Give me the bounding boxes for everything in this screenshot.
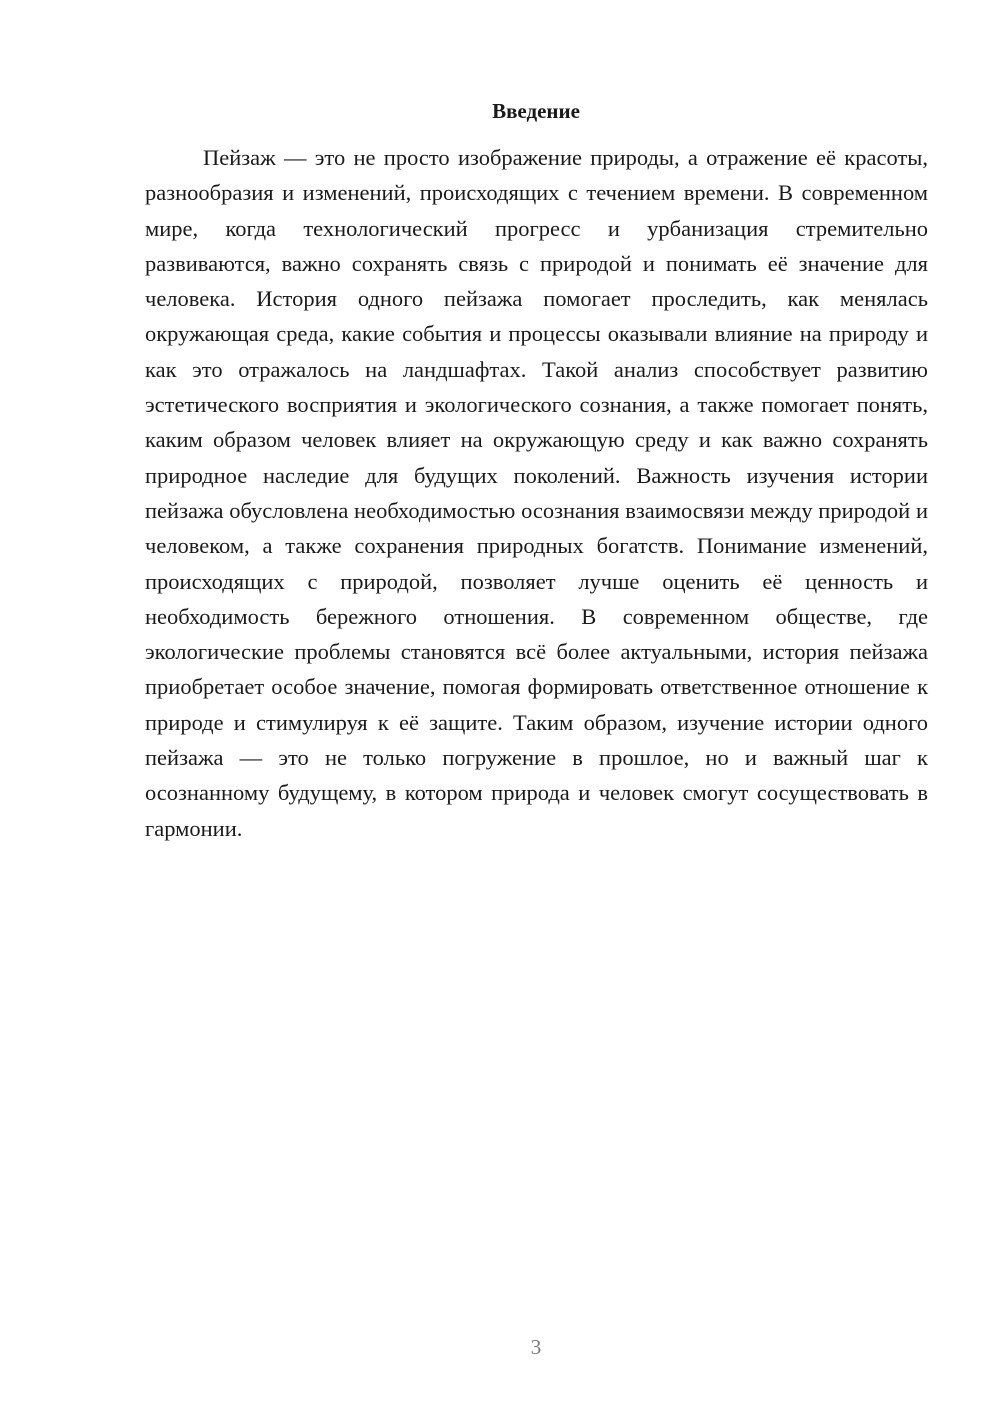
section-heading: Введение: [492, 99, 580, 123]
body-paragraph: Пейзаж — это не просто изображение природы, а отражение её красоты, разнообразия и изменений, происходящих с течением времени. В современном мире, когда технологический прогресс и урбанизация стремительно развиваются, важно сохранять связь с природой и понимать её значение для человека. История одного пейзажа помогает проследить, как менялась окружающая среда, какие события и процессы оказывали влияние на природу и как это отражалось на ландшафтах. Такой анализ способствует развитию эстетического восприятия и экологического сознания, а также помогает понять, каким образом человек влияет на окружающую среду и как важно сохранять природное наследие для будущих поколений. Важность изучения истории пейзажа обусловлена необходимостью осознания взаимосвязи между природой и человеком, а также сохранения природных богатств. Понимание изменений, происходящих с природой, позволяет лучше оценить её ценность и необходимость бережного отношения. В современном обществе, где экологические проблемы становятся всё более актуальными, история пейзажа приобретает особое значение, помогая формировать ответственное отношение к природе и стимулируя к её защите. Таким образом, изучение истории одного пейзажа — это не только погружение в прошлое, но и важный шаг к осознанному будущему, в котором природа и человек смогут сосуществовать в гармонии.: [145, 145, 928, 841]
page-number: 3: [530, 1335, 542, 1359]
